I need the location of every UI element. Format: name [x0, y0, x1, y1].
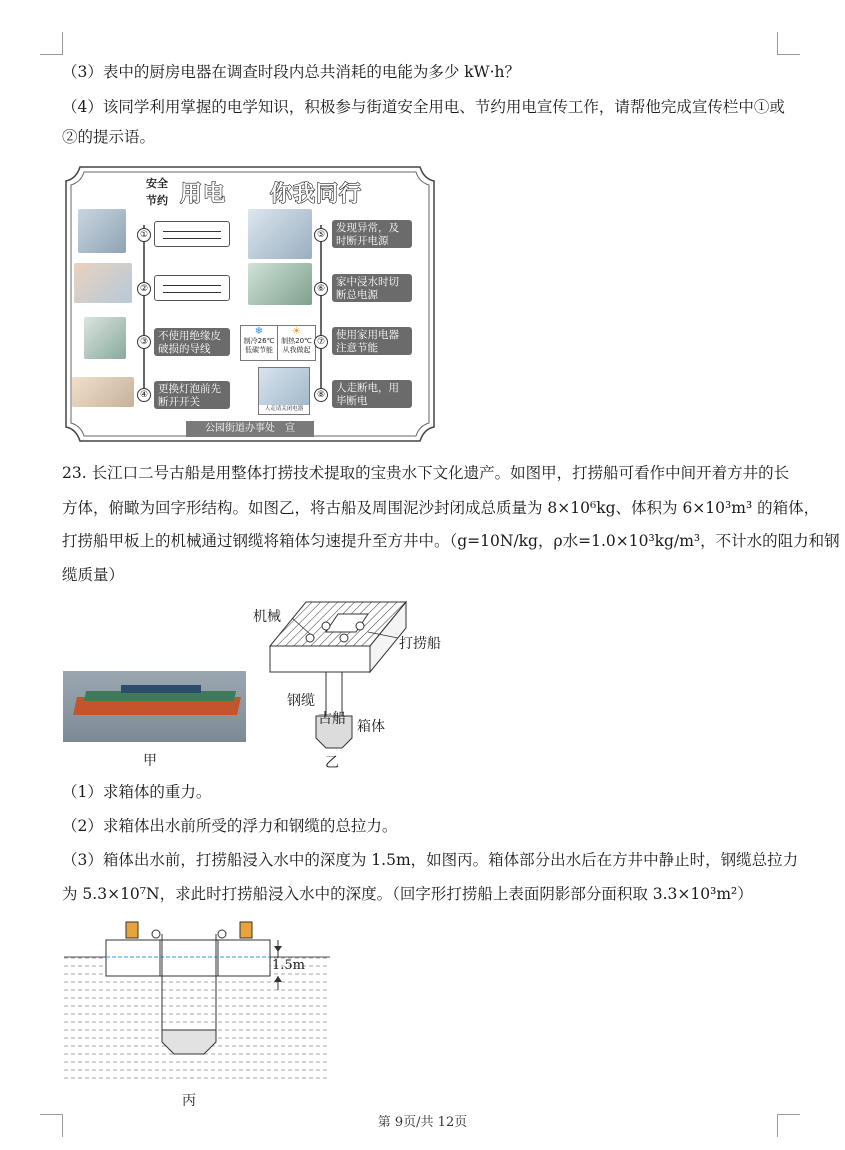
label-machine: 机械 [253, 609, 281, 625]
flooding-image [248, 263, 312, 305]
bulb-change-image [72, 377, 134, 407]
marker-3: ③ [137, 335, 151, 349]
salvage-ship-photo [63, 671, 246, 742]
tip-8-box: 人走断电，用毕断电 [332, 380, 412, 408]
poster-title-save: 节约 [146, 194, 168, 207]
figure-label-bing: 丙 [182, 1093, 196, 1109]
label-ancient-ship: 古船 [318, 711, 346, 727]
figure-bing-diagram [60, 918, 340, 1090]
snowflake-icon: ❄ [254, 326, 264, 337]
safety-poster [62, 163, 438, 445]
sun-icon: ☀ [292, 326, 301, 337]
poster-title-safe: 安全 [146, 177, 168, 190]
damaged-wire-image [84, 317, 126, 359]
label-salvage-ship: 打捞船 [399, 636, 441, 652]
label-box: 箱体 [357, 719, 385, 735]
question-23-line2: 方体，俯瞰为回字形结构。如图乙，将古船及周围泥沙封闭成总质量为 8×10⁶kg、体积为 6×10³m³ 的箱体， [62, 499, 820, 517]
ac-cool-note: 低碳节能 [245, 346, 273, 354]
tip-4-box: 更换灯泡前先断开开关 [154, 381, 230, 409]
question-23-line3: 打捞船甲板上的机械通过钢缆将箱体匀速提升至方井中。（g=10N/kg，ρ水=1.0×10³kg/m³，不计水的阻力和钢 [62, 532, 840, 550]
tip-5-box: 发现异常，及时断开电源 [332, 220, 412, 248]
abnormal-power-image [248, 209, 312, 259]
tip-6-box: 家中浸水时切断总电源 [332, 274, 412, 302]
question-4-line2: ②的提示语。 [62, 128, 156, 146]
marker-8: ⑧ [314, 388, 328, 402]
tip-2-blank[interactable] [154, 275, 230, 301]
overloaded-socket-image [78, 209, 126, 253]
label-depth: 1.5m [272, 958, 306, 973]
tip-7-box: 使用家用电器注意节能 [332, 327, 412, 355]
figure-label-yi: 乙 [325, 755, 339, 771]
crop-mark-top-left [40, 32, 63, 55]
marker-7: ⑦ [314, 335, 328, 349]
page-footer: 第 9页/共 12页 [377, 1115, 468, 1130]
sub-question-3-line2: 为 5.3×10⁷N，求此时打捞船浸入水中的深度。（回字形打捞船上表面阴影部分面积取 3.3×10³m²） [62, 885, 753, 903]
poster-footer: 公园街道办事处 宣 [186, 421, 314, 437]
marker-2: ② [137, 282, 151, 296]
question-23-line4: 缆质量） [62, 566, 125, 584]
ac-heat-label: 制热20℃ [281, 337, 312, 345]
poster-title-electricity: 用电 [180, 182, 227, 207]
sub-question-1: （1）求箱体的重力。 [62, 783, 212, 801]
question-23-line1: 23. 长江口二号古船是用整体打捞技术提取的宝贵水下文化遗产。如图甲，打捞船可看作中间开着方井的长 [62, 464, 790, 482]
tip-3-box: 不使用绝缘皮破损的导线 [154, 328, 230, 356]
marker-1: ① [137, 228, 151, 242]
poster-title-together: 你我同行 [270, 182, 363, 207]
question-3-kitchen: （3）表中的厨房电器在调查时段内总共消耗的电能为多少 kW·h？ [62, 63, 521, 81]
ac-temperature-panel [240, 325, 316, 361]
crop-mark-top-right [777, 32, 800, 55]
tip-1-blank[interactable] [154, 221, 230, 247]
marker-5: ⑤ [314, 228, 328, 242]
sub-question-3-line1: （3）箱体出水前，打捞船浸入水中的深度为 1.5m，如图丙。箱体部分出水后在方井中静止时，钢缆总拉力 [62, 851, 799, 869]
marker-4: ④ [137, 388, 151, 402]
marker-6: ⑥ [314, 282, 328, 296]
sub-question-2: （2）求箱体出水前所受的浮力和钢缆的总拉力。 [62, 817, 398, 835]
label-cable: 钢缆 [287, 693, 315, 709]
ship-cranes [121, 685, 201, 693]
appliances-image [258, 367, 310, 415]
ac-cool-label: 制冷26℃ [243, 337, 275, 345]
wet-hands-image [74, 263, 132, 303]
figure-label-jia: 甲 [143, 753, 157, 769]
ac-heat-note: 从我做起 [282, 346, 311, 354]
question-4-line1: （4）该同学利用掌握的电学知识，积极参与街道安全用电、节约用电宣传工作，请帮他完成宣传栏中①或 [62, 98, 785, 116]
appliances-caption: 人走请关闭电器 [259, 405, 309, 414]
